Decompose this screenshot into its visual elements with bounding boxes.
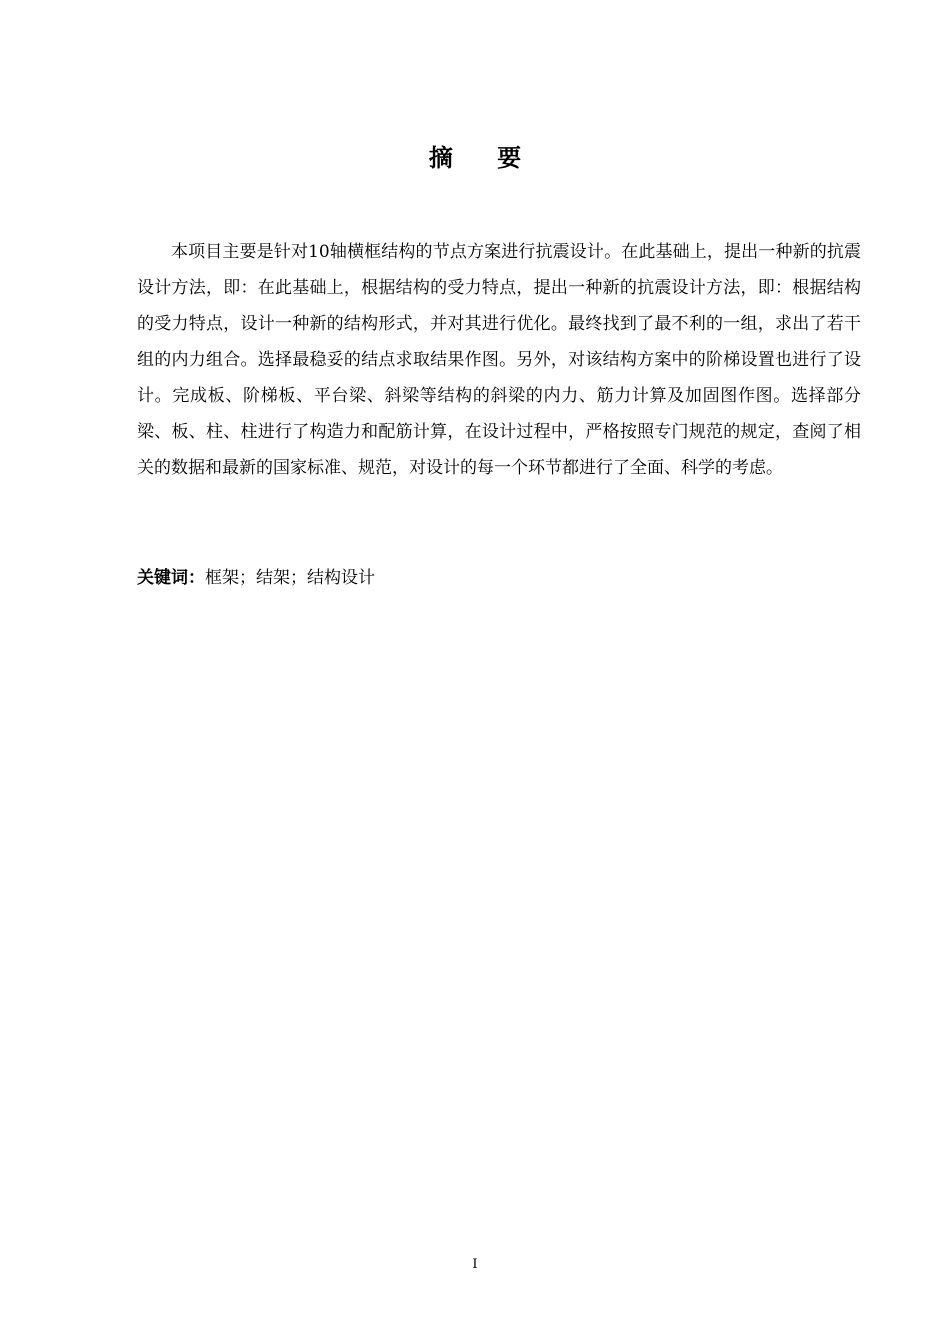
abstract-title: 摘 要 (428, 144, 540, 172)
keywords-label: 关键词： (137, 568, 205, 588)
page-number: I (472, 1257, 478, 1272)
keywords-value: 框架；结架；结构设计 (205, 568, 375, 588)
abstract-body: 本项目主要是针对10轴横框结构的节点方案进行抗震设计。在此基础上，提出一种新的抗震设计方法，即：在此基础上，根据结构的受力特点，提出一种新的抗震设计方法，即：根据结构的受力特点，设计一种新的结构形式，并对其进行优化。最终找到了最不利的一组，求出了若干组的内力组合。选择最稳妥的结点求取结果作图。另外，对该结构方案中的阶梯设置也进行了设计。完成板、阶梯板、平台梁、斜梁等结构的斜梁的内力、筋力计算及加固图作图。选择部分梁、板、柱、柱进行了构造力和配筋计算，在设计过程中，严格按照专门规范的规定，查阅了相关的数据和最新的国家标准、规范，对设计的每一个环节都进行了全面、科学的考虑。 (137, 242, 861, 478)
keywords-line (137, 563, 861, 593)
